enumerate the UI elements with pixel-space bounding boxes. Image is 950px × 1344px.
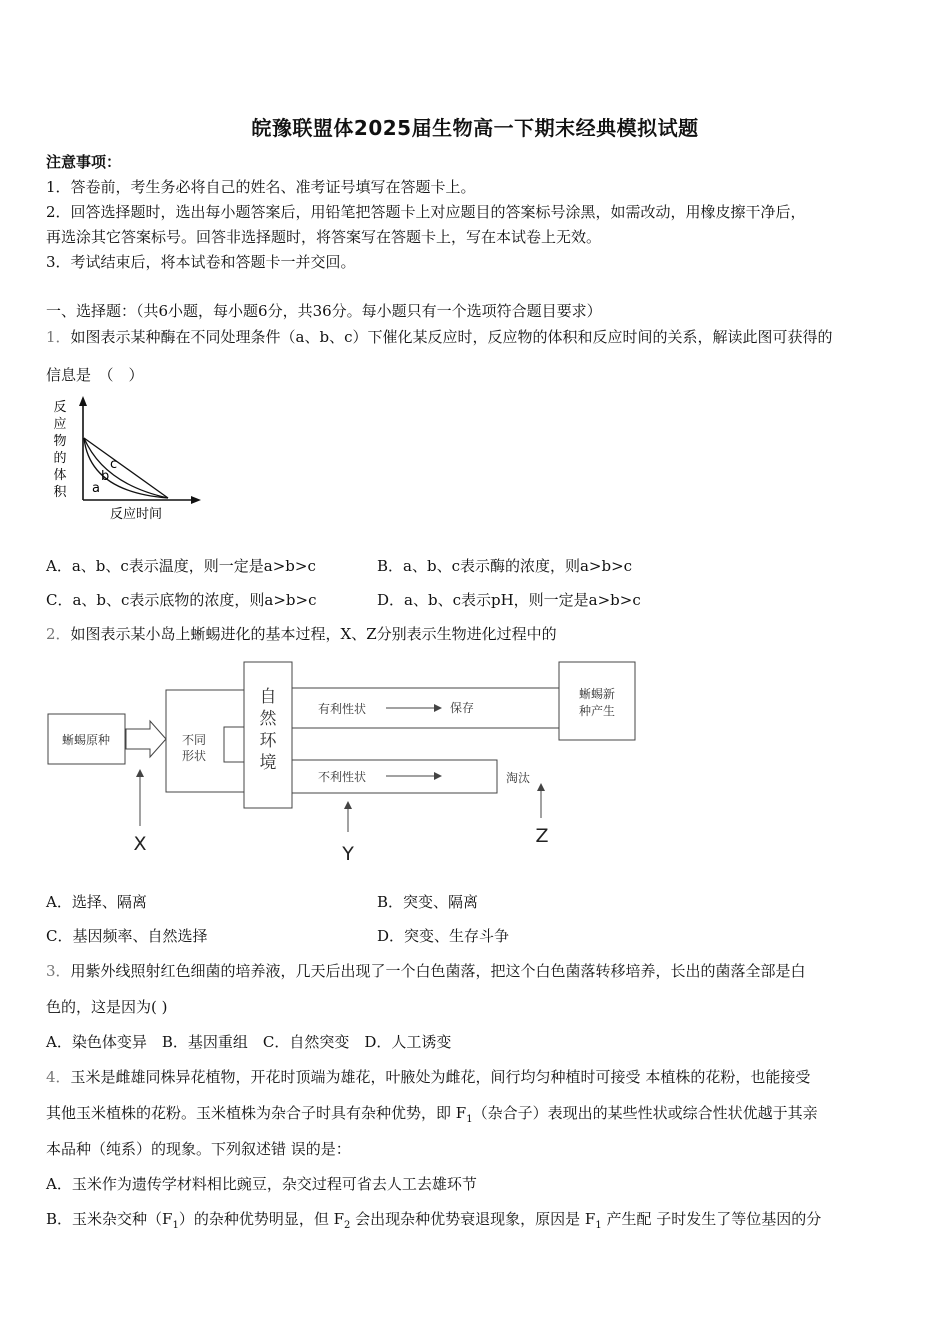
q2-env-char-2: 然 <box>259 709 277 729</box>
q1-text-line1 <box>46 326 833 348</box>
q2-env-char-3: 环 <box>259 731 277 751</box>
q4-number: 4． <box>46 1068 71 1086</box>
q4-optb-part2: ）的杂种优势明显，但 F <box>178 1210 344 1228</box>
q1-option-d: D．a、b、c表示pH，则一定是a>b>c <box>377 591 641 609</box>
q1-text-line2: 信息是 （ ） <box>46 366 144 384</box>
q1-curve-label-c: c <box>110 457 118 472</box>
q2-eliminate-label: 淘汰 <box>506 771 531 785</box>
q1-ylabel-char-2: 应 <box>53 417 67 432</box>
q4-optb-sub2: 2 <box>344 1220 351 1231</box>
q4-option-a: A．玉米作为遗传学材料相比豌豆，杂交过程可省去人工去雄环节 <box>46 1175 477 1193</box>
q2-new-species-box <box>559 662 635 740</box>
page-title: 皖豫联盟体2025届生物高一下期末经典模拟试题 <box>251 116 699 140</box>
q4-line2-part1: 其他玉米植株的花粉。玉米植株为杂合子时具有杂种优势，即 F <box>46 1104 467 1122</box>
q1-option-c: C．a、b、c表示底物的浓度，则a>b>c <box>46 591 317 609</box>
q4-optb-part1: B．玉米杂交种（F <box>46 1210 173 1228</box>
q4-stem: 玉米是雌雄同株异花植物，开花时顶端为雄花，叶腋处为雌花，间行均匀种植时可接受 本植株的花粉，也能接受 <box>70 1068 811 1086</box>
q2-option-d: D．突变、生存斗争 <box>377 927 510 945</box>
q2-text-line1 <box>46 623 557 645</box>
q1-ylabel-char-3: 物 <box>53 434 67 449</box>
q1-ylabel-char-5: 体 <box>53 468 67 483</box>
q3-text-line2: 色的，这是因为( ) <box>46 998 168 1016</box>
q3-number: 3． <box>46 962 71 980</box>
q4-option-b <box>46 1208 821 1237</box>
notice-item-1: 1．答卷前，考生务必将自己的姓名、准考证号填写在答题卡上。 <box>46 178 476 196</box>
q2-option-a: A．选择、隔离 <box>46 893 147 911</box>
q2-option-b: B．突变、隔离 <box>377 893 479 911</box>
notice-heading: 注意事项： <box>46 153 122 171</box>
notice-item-3: 3．考试结束后，将本试卷和答题卡一并交回。 <box>46 253 356 271</box>
q2-hollow-arrow <box>126 721 166 757</box>
q4-line2-sub: 1 <box>466 1114 473 1125</box>
q3-text-line1 <box>46 960 806 982</box>
section-heading: 一、选择题：（共6小题，每小题6分，共36分。每小题只有一个选项符合题目要求） <box>46 302 602 320</box>
q4-optb-part3: 会出现杂种优势衰退现象，原因是 F <box>350 1210 596 1228</box>
q2-env-char-4: 境 <box>259 753 277 773</box>
q2-y-label: Y <box>342 843 354 865</box>
q2-traits-label-1: 不同 <box>181 733 207 747</box>
q1-x-arrow <box>191 496 201 504</box>
q2-favourable-label: 有利性状 <box>318 702 367 716</box>
q3-stem: 用紫外线照射红色细菌的培养液，几天后出现了一个白色菌落，把这个白色菌落转移培养，长出的菌落全部是白 <box>70 962 806 980</box>
q4-text-line2 <box>46 1102 818 1131</box>
notice-item-2: 2．回答选择题时，选出每小题答案后，用铅笔把答题卡上对应题目的答案标号涂黑，如需改动，用橡皮擦干净后， <box>46 203 806 221</box>
q1-ylabel-char-1: 反 <box>53 400 67 415</box>
q4-optb-part4: 产生配 子时发生了等位基因的分 <box>601 1210 822 1228</box>
q4-text-line3: 本品种（纯系）的现象。下列叙述错 误的是： <box>46 1140 351 1158</box>
q1-curve-label-b: b <box>101 469 110 484</box>
q1-option-b: B．a、b、c表示酶的浓度，则a>b>c <box>377 557 633 575</box>
q2-keep-label: 保存 <box>450 701 475 715</box>
q4-text-line1 <box>46 1066 810 1088</box>
q2-new-species-label-1: 蜥蜴新 <box>578 687 616 701</box>
q4-line2-part2: （杂合子）表现出的某些性状或综合性状优越于其亲 <box>472 1104 818 1122</box>
q1-xlabel: 反应时间 <box>109 507 163 522</box>
q2-unfavourable-label: 不利性状 <box>318 770 367 784</box>
q1-enzyme-graph <box>46 392 206 524</box>
q4-optb-sub1: 1 <box>172 1220 179 1231</box>
q2-evolution-diagram <box>46 660 646 870</box>
q1-number: 1． <box>46 328 71 346</box>
q1-ylabel-char-6: 积 <box>53 485 67 500</box>
q2-env-char-1: 自 <box>259 687 277 707</box>
q1-option-a: A．a、b、c表示温度，则一定是a>b>c <box>46 557 316 575</box>
q2-number: 2． <box>46 625 71 643</box>
q2-new-species-label-2: 种产生 <box>578 704 616 718</box>
q2-option-c: C．基因频率、自然选择 <box>46 927 208 945</box>
q4-optb-sub3: 1 <box>595 1220 602 1231</box>
q1-ylabel-char-4: 的 <box>53 451 67 466</box>
q2-z-label: Z <box>535 825 549 847</box>
q2-stem: 如图表示某小岛上蜥蜴进化的基本过程，X、Z分别表示生物进化过程中的 <box>70 625 557 643</box>
q3-options: A．染色体变异 B．基因重组 C．自然突变 D．人工诱变 <box>46 1033 452 1051</box>
q1-stem: 如图表示某种酶在不同处理条件（a、b、c）下催化某反应时，反应物的体积和反应时间的关系，解读此图可获得的 <box>70 328 833 346</box>
q2-x-label: X <box>133 833 147 855</box>
notice-item-2-cont: 再选涂其它答案标号。回答非选择题时，将答案写在答题卡上，写在本试卷上无效。 <box>46 228 602 246</box>
q2-traits-label-2: 形状 <box>181 749 207 763</box>
q2-origin-label: 蜥蜴原种 <box>61 733 111 747</box>
q1-y-arrow <box>79 396 87 406</box>
q1-curve-label-a: a <box>92 481 100 496</box>
q2-traits-bracket <box>224 727 244 762</box>
